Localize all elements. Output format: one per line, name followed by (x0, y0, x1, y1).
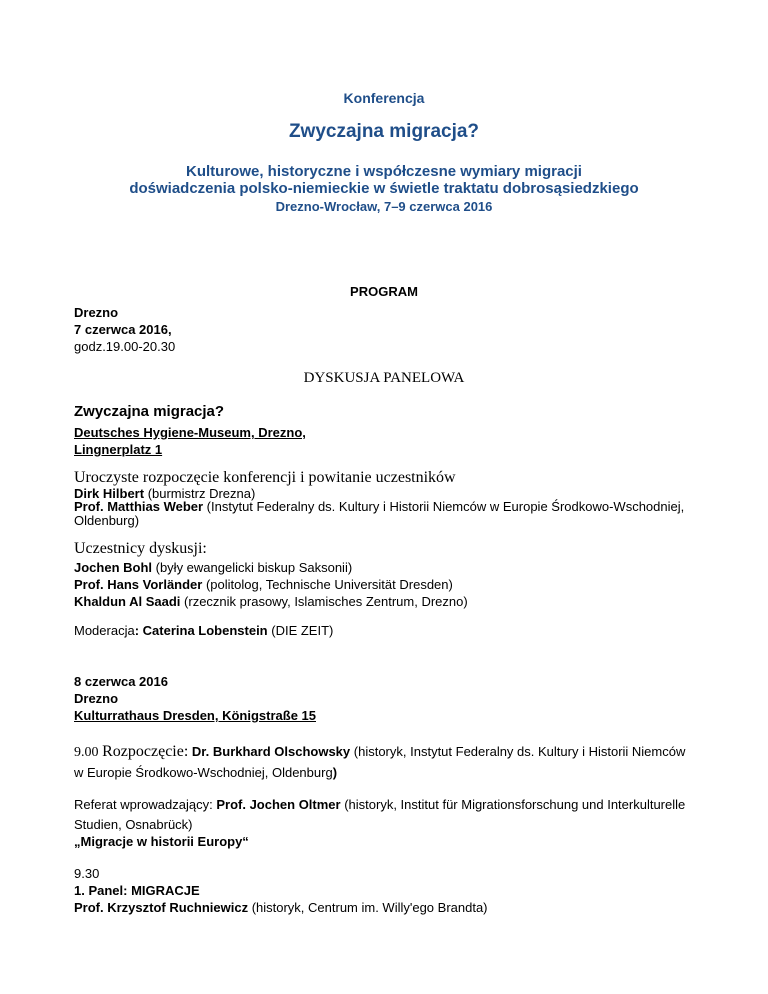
person-desc: (rzecznik prasowy, Islamisches Zentrum, Drezno) (180, 594, 468, 609)
event-title: Zwyczajna migracja? (74, 403, 225, 420)
section-heading: DYSKUSJA PANELOWA (303, 370, 465, 386)
day1-date: 7 czerwca 2016, (74, 322, 172, 337)
day2-city: Drezno (74, 691, 119, 706)
person-name: Prof. Jochen Oltmer (216, 797, 341, 812)
panel-time: 9.30 (74, 866, 100, 881)
person-name: Dr. Burkhard Olschowsky (191, 744, 351, 759)
person-desc-continued: Oldenburg) (74, 513, 140, 528)
event-venue-line-1: Deutsches Hygiene-Museum, Drezno, (74, 425, 306, 440)
day2-start-line (74, 743, 685, 761)
conference-subtitle-2: doświadczenia polsko-niemieckie w świetle traktatu dobrosąsiedzkiego (129, 180, 639, 197)
intro-talk-title: „Migracje w historii Europy“ (74, 834, 249, 849)
person-name: Prof. Krzysztof Ruchniewicz (74, 900, 249, 915)
person-name: Khaldun Al Saadi (74, 594, 181, 609)
participants-heading: Uczestnicy dyskusji: (74, 540, 207, 557)
person-desc: (historyk, Institut für Migrationsforschung und Interkulturelle (340, 797, 686, 812)
opening-heading: Uroczyste rozpoczęcie konferencji i powitanie uczestników (74, 469, 456, 486)
intro-line-2: Studien, Osnabrück) (74, 817, 193, 832)
participant (74, 594, 468, 609)
panel-title: 1. Panel: MIGRACJE (74, 883, 200, 898)
moderation-colon: : (134, 623, 143, 638)
person-desc: (politolog, Technische Universität Dresden) (202, 577, 453, 592)
person-desc: (Instytut Federalny ds. Kultury i Historii Niemców w Europie Środkowo-Wschodniej, (203, 499, 685, 514)
participant (74, 560, 352, 575)
conference-label: Konferencja (343, 90, 425, 106)
start-label: Rozpoczęcie: (102, 743, 189, 760)
person-desc: (historyk, Instytut Federalny ds. Kultury i Historii Niemców (350, 744, 686, 759)
moderation-label: Moderacja (74, 623, 135, 638)
day2-venue: Kulturrathaus Dresden, Königstraße 15 (74, 708, 316, 723)
program-heading: PROGRAM (350, 284, 418, 299)
event-venue-line-2: Lingnerplatz 1 (74, 442, 163, 457)
person-name: Prof. Matthias Weber (74, 499, 204, 514)
intro-line (74, 797, 685, 812)
conference-dates: Drezno-Wrocław, 7–9 czerwca 2016 (275, 199, 493, 214)
day1-time: godz.19.00-20.30 (74, 339, 176, 354)
day1-city: Drezno (74, 305, 119, 320)
day2-date: 8 czerwca 2016 (74, 674, 168, 689)
person-desc: (historyk, Centrum im. Willy'ego Brandta) (248, 900, 488, 915)
conference-title: Zwyczajna migracja? (288, 121, 480, 142)
conference-subtitle-1: Kulturowe, historyczne i współczesne wymiary migracji (186, 163, 582, 180)
person-desc: (były ewangelicki biskup Saksonii) (152, 560, 353, 575)
day2-start-line-2 (74, 765, 337, 780)
person-name: Jochen Bohl (74, 560, 153, 575)
start-time: 9.00 (74, 745, 99, 760)
intro-label: Referat wprowadzający: (74, 797, 217, 812)
person-name: Dirk Hilbert (74, 486, 145, 501)
moderator-desc: (DIE ZEIT) (267, 623, 334, 638)
participant (74, 577, 453, 592)
moderation-line (74, 623, 333, 638)
closing-paren: ) (332, 765, 338, 780)
panel-person (74, 900, 488, 915)
person-name: Prof. Hans Vorländer (74, 577, 203, 592)
person-desc: (burmistrz Drezna) (144, 486, 256, 501)
opening-person (74, 499, 684, 514)
person-desc-continued: w Europie Środkowo-Wschodniej, Oldenburg (74, 765, 333, 780)
moderator-name: Caterina Lobenstein (142, 623, 268, 638)
